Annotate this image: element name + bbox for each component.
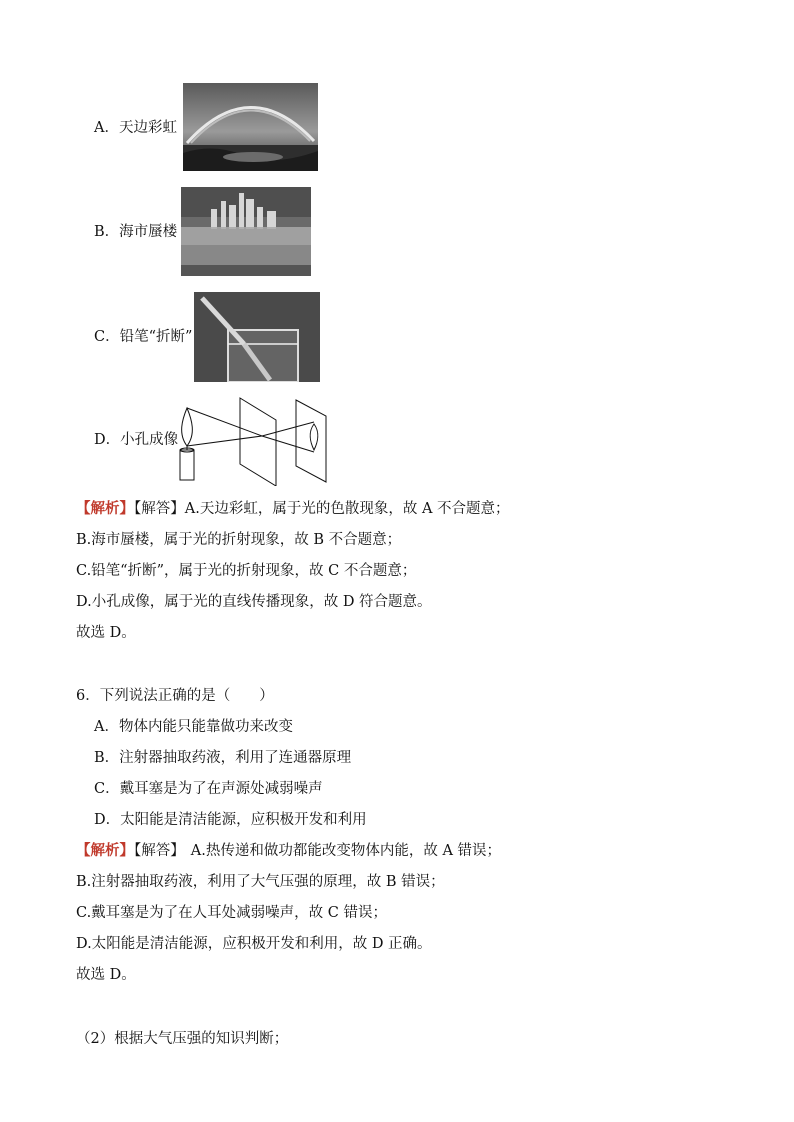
q6-option-a: A．物体内能只能靠做功来改变 xyxy=(94,719,293,735)
answer-tag: 【解答】 xyxy=(134,501,185,517)
q6-option-d: D．太阳能是清洁能源，应积极开发和利用 xyxy=(94,812,367,828)
q5-conclusion: 故选 D。 xyxy=(76,625,136,641)
q6-analysis-line2: B.注射器抽取药液，利用了大气压强的原理，故 B 错误； xyxy=(76,874,445,890)
option-a-label: A．天边彩虹 xyxy=(94,120,177,136)
rainbow-image xyxy=(183,83,318,171)
option-b-label: B．海市蜃楼 xyxy=(94,224,178,240)
q5-analysis-line3: C.铅笔“折断”，属于光的折射现象，故 C 不合题意； xyxy=(76,563,417,579)
pinhole-imaging-diagram xyxy=(170,390,336,486)
analysis-tag: 【解析】 xyxy=(76,500,134,517)
analysis-text: A.天边彩虹，属于光的色散现象，故 A 不合题意； xyxy=(184,501,510,517)
q5-analysis-line4: D.小孔成像，属于光的直线传播现象，故 D 符合题意。 xyxy=(76,594,432,610)
q6-option-b: B．注射器抽取药液，利用了连通器原理 xyxy=(94,750,352,766)
analysis-text: A.热传递和做功都能改变物体内能，故 A 错误； xyxy=(190,843,502,859)
q6-option-c: C．戴耳塞是为了在声源处减弱噪声 xyxy=(94,781,323,797)
analysis-tag: 【解析】 xyxy=(76,842,134,859)
q6-stem: 6．下列说法正确的是（ ） xyxy=(76,688,274,704)
pencil-in-water-image xyxy=(194,292,320,382)
mirage-image xyxy=(181,187,311,276)
q6-conclusion: 故选 D。 xyxy=(76,967,136,983)
q6-analysis-line3: C.戴耳塞是为了在人耳处减弱噪声，故 C 错误； xyxy=(76,905,387,921)
q6-analysis-line1 xyxy=(76,842,501,860)
q5-analysis-line1 xyxy=(76,500,510,518)
option-c-label: C．铅笔“折断” xyxy=(94,329,193,345)
q6-analysis-line4: D.太阳能是清洁能源，应积极开发和利用，故 D 正确。 xyxy=(76,936,432,952)
answer-tag: 【解答】 xyxy=(134,843,185,859)
hint-note: （2）根据大气压强的知识判断； xyxy=(76,1031,289,1047)
option-d-label: D．小孔成像 xyxy=(94,432,179,448)
q5-analysis-line2: B.海市蜃楼，属于光的折射现象，故 B 不合题意； xyxy=(76,532,402,548)
